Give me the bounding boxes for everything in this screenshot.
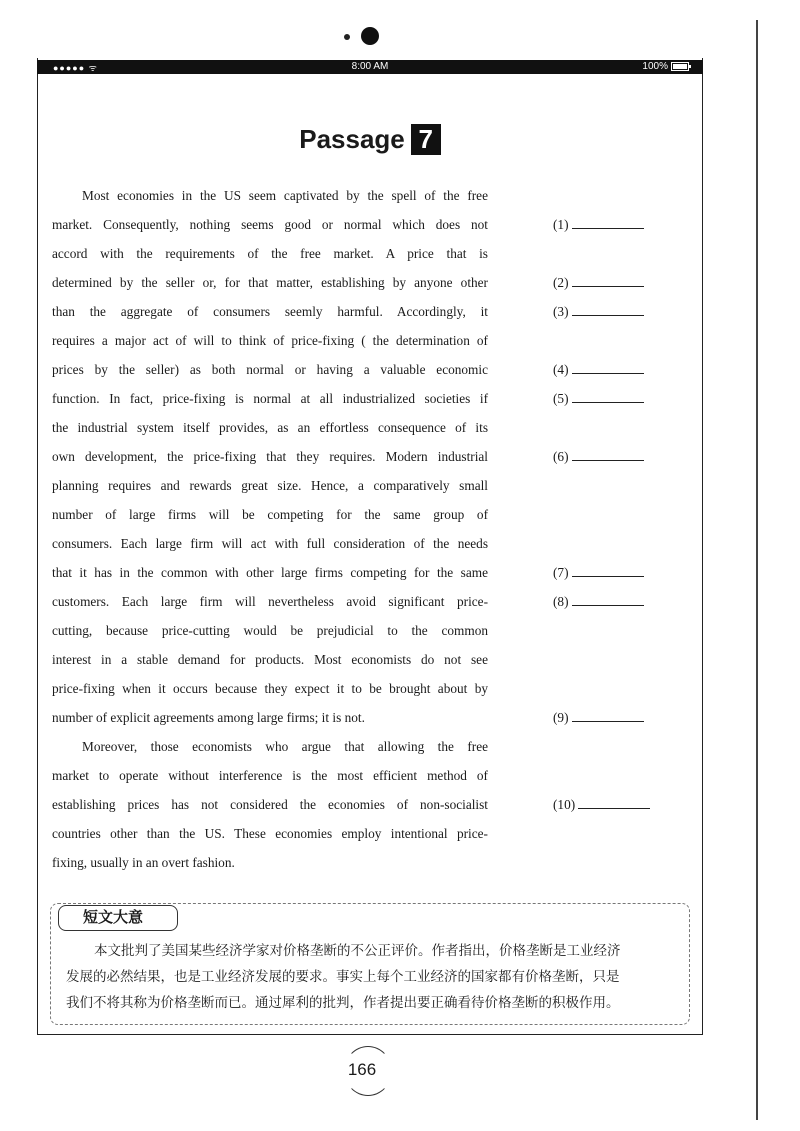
front-sensor <box>344 34 350 40</box>
blank-number: (2) <box>553 275 569 290</box>
page-edge-line <box>756 20 758 1120</box>
passage-line: Moreover, those economists who argue that allowing the free <box>82 739 488 754</box>
blank-number: (6) <box>553 449 569 464</box>
page-title <box>0 124 740 157</box>
signal-wifi-icon: ●●●●● ᯤ <box>53 63 98 73</box>
answer-blank-5[interactable] <box>553 384 644 413</box>
passage-line: fixing, usually in an overt fashion. <box>52 855 235 870</box>
answer-blank-4[interactable] <box>553 355 644 384</box>
passage-line: planning requires and rewards great size. Hence, a comparatively small <box>52 478 488 493</box>
summary-line: 本文批判了美国某些经济学家对价格垄断的不公正评价。作者指出，价格垄断是工业经济 <box>94 943 621 959</box>
passage-line: requires a major act of will to think of price-fixing ( the determination of <box>52 333 488 348</box>
front-camera <box>361 27 379 45</box>
answer-blank-1[interactable] <box>553 210 644 239</box>
passage-line: determined by the seller or, for that matter, establishing by anyone other <box>52 275 488 290</box>
answer-blank-2[interactable] <box>553 268 644 297</box>
passage-line: countries other than the US. These economies employ intentional price- <box>52 826 488 841</box>
answer-blank-7[interactable] <box>553 558 644 587</box>
answer-blank-9[interactable] <box>553 703 644 732</box>
status-bar <box>37 60 703 74</box>
summary-label: 短文大意 <box>58 905 178 931</box>
page-number-text: 166 <box>347 1060 377 1079</box>
answer-blank-6[interactable] <box>553 442 644 471</box>
passage-line: prices by the seller) as both normal or having a valuable economic <box>52 362 488 377</box>
passage-line: market. Consequently, nothing seems good or normal which does not <box>52 217 488 232</box>
passage-line: interest in a stable demand for products. Most economists do not see <box>52 652 488 667</box>
blank-number: (7) <box>553 565 569 580</box>
passage-line: that it has in the common with other large firms competing for the same <box>52 565 488 580</box>
passage-line: market to operate without interference is the most efficient method of <box>52 768 488 783</box>
passage-line: cutting, because price-cutting would be prejudicial to the common <box>52 623 488 638</box>
answer-blank-3[interactable] <box>553 297 644 326</box>
battery-percent: 100% <box>642 61 668 72</box>
passage-line: establishing prices has not considered the economies of non-socialist <box>52 797 488 812</box>
summary-line: 我们不将其称为价格垄断而已。通过犀利的批判，作者提出要正确看待价格垄断的积极作用。 <box>66 995 620 1011</box>
passage-line: Most economies in the US seem captivated by the spell of the free <box>82 188 488 203</box>
passage-line: the industrial system itself provides, as an effortless consequence of its <box>52 420 488 435</box>
status-time: 8:00 AM <box>351 61 389 72</box>
answer-blank-10[interactable] <box>553 790 650 819</box>
title-text: Passage <box>299 124 405 154</box>
passage-line: own development, the price-fixing that they requires. Modern industrial <box>52 449 488 464</box>
passage-line: customers. Each large firm will nevertheless avoid significant price- <box>52 594 488 609</box>
passage-line: number of large firms will be competing for the same group of <box>52 507 488 522</box>
answer-blank-8[interactable] <box>553 587 644 616</box>
passage-line: function. In fact, price-fixing is normal at all industrialized societies if <box>52 391 488 406</box>
blank-number: (3) <box>553 304 569 319</box>
summary-text <box>66 938 686 1016</box>
blank-number: (1) <box>553 217 569 232</box>
passage-number-badge: 7 <box>411 124 441 155</box>
passage-line: consumers. Each large firm will act with full consideration of the needs <box>52 536 488 551</box>
page-number <box>332 1044 392 1080</box>
passage-body <box>52 181 488 877</box>
summary-line: 发展的必然结果，也是工业经济发展的要求。事实上每个工业经济的国家都有价格垄断，只是 <box>66 969 620 985</box>
battery-status <box>642 61 689 72</box>
passage-line: than the aggregate of consumers seemly harmful. Accordingly, it <box>52 304 488 319</box>
blank-number: (4) <box>553 362 569 377</box>
blank-number: (9) <box>553 710 569 725</box>
passage-line: number of explicit agreements among large firms; it is not. <box>52 710 365 725</box>
passage-line: price-fixing when it occurs because they expect it to be brought about by <box>52 681 488 696</box>
blank-number: (5) <box>553 391 569 406</box>
battery-icon <box>671 62 689 71</box>
blank-number: (8) <box>553 594 569 609</box>
blank-number: (10) <box>553 797 576 812</box>
passage-line: accord with the requirements of the free market. A price that is <box>52 246 488 261</box>
